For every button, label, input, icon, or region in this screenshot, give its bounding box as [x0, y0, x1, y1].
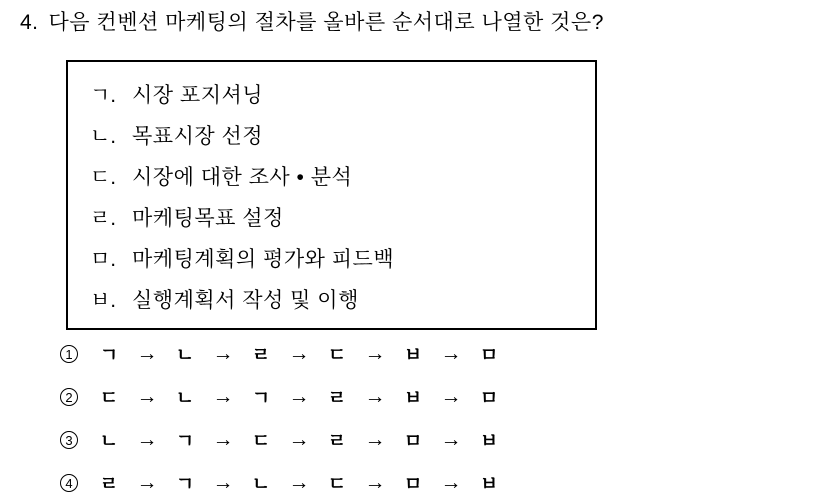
answer-options — [0, 332, 826, 504]
option-step: ㅁ — [403, 474, 423, 495]
box-item-d — [90, 157, 595, 198]
question-number: 4. — [20, 11, 39, 34]
arrow-icon: → — [288, 384, 310, 408]
box-item-label: ㄴ. — [90, 125, 117, 148]
arrow-icon: → — [212, 384, 234, 408]
arrow-icon: → — [364, 470, 386, 494]
option-4-circled-number: 4 — [60, 474, 78, 492]
arrow-icon: → — [364, 341, 386, 365]
option-step: ㄷ — [251, 431, 271, 452]
option-step: ㄹ — [327, 431, 347, 452]
box-item-label: ㅂ. — [90, 289, 117, 312]
box-item-text: 마케팅계획의 평가와 피드백 — [132, 248, 395, 271]
option-step: ㄱ — [175, 474, 195, 495]
option-step: ㄱ — [251, 388, 271, 409]
box-item-label: ㄷ. — [90, 166, 117, 189]
option-3-circled-number: 3 — [60, 431, 78, 449]
box-item-b — [90, 280, 595, 321]
box-item-text: 목표시장 선정 — [132, 125, 264, 148]
option-step: ㅁ — [479, 388, 499, 409]
arrow-icon: → — [364, 427, 386, 451]
option-step: ㅁ — [479, 345, 499, 366]
arrow-icon: → — [288, 427, 310, 451]
option-4-sequence — [90, 461, 508, 504]
option-1-sequence — [90, 332, 508, 375]
arrow-icon: → — [212, 427, 234, 451]
option-step: ㅂ — [479, 474, 499, 495]
option-step: ㄱ — [99, 345, 119, 366]
arrow-icon: → — [288, 341, 310, 365]
option-2[interactable] — [0, 375, 826, 418]
box-item-r — [90, 198, 595, 239]
arrow-icon: → — [212, 341, 234, 365]
option-step: ㄷ — [327, 345, 347, 366]
option-3-sequence — [90, 418, 508, 461]
box-item-label: ㄱ. — [90, 84, 117, 107]
arrow-icon: → — [136, 384, 158, 408]
arrow-icon: → — [440, 427, 462, 451]
option-step: ㄴ — [99, 431, 119, 452]
option-1[interactable] — [0, 332, 826, 375]
option-1-circled-number: 1 — [60, 345, 78, 363]
option-2-sequence — [90, 375, 508, 418]
arrow-icon: → — [440, 384, 462, 408]
box-item-m — [90, 239, 595, 280]
option-step: ㅂ — [403, 345, 423, 366]
arrow-icon: → — [212, 470, 234, 494]
option-step: ㄷ — [327, 474, 347, 495]
option-step: ㄷ — [99, 388, 119, 409]
box-item-text: 실행계획서 작성 및 이행 — [132, 289, 359, 312]
option-step: ㅂ — [403, 388, 423, 409]
option-step: ㄹ — [99, 474, 119, 495]
arrow-icon: → — [136, 341, 158, 365]
option-step: ㄴ — [175, 345, 195, 366]
option-step: ㄴ — [251, 474, 271, 495]
option-step: ㄹ — [251, 345, 271, 366]
arrow-icon: → — [364, 384, 386, 408]
box-item-label: ㄹ. — [90, 207, 117, 230]
box-item-text: 마케팅목표 설정 — [132, 207, 284, 230]
option-2-circled-number: 2 — [60, 388, 78, 406]
question-text: 다음 컨벤션 마케팅의 절차를 올바른 순서대로 나열한 것은? — [48, 11, 604, 34]
option-3[interactable] — [0, 418, 826, 461]
arrow-icon: → — [136, 470, 158, 494]
option-step: ㅁ — [403, 431, 423, 452]
question-line — [20, 11, 604, 35]
box-item-label: ㅁ. — [90, 248, 117, 271]
arrow-icon: → — [440, 341, 462, 365]
option-4[interactable] — [0, 461, 826, 504]
option-step: ㄹ — [327, 388, 347, 409]
items-box — [66, 60, 597, 330]
option-step: ㅂ — [479, 431, 499, 452]
option-step: ㄴ — [175, 388, 195, 409]
arrow-icon: → — [288, 470, 310, 494]
box-item-text: 시장에 대한 조사 • 분석 — [132, 166, 353, 189]
box-item-g — [90, 75, 595, 116]
arrow-icon: → — [136, 427, 158, 451]
option-step: ㄱ — [175, 431, 195, 452]
arrow-icon: → — [440, 470, 462, 494]
box-item-text: 시장 포지셔닝 — [132, 84, 264, 107]
box-item-n — [90, 116, 595, 157]
